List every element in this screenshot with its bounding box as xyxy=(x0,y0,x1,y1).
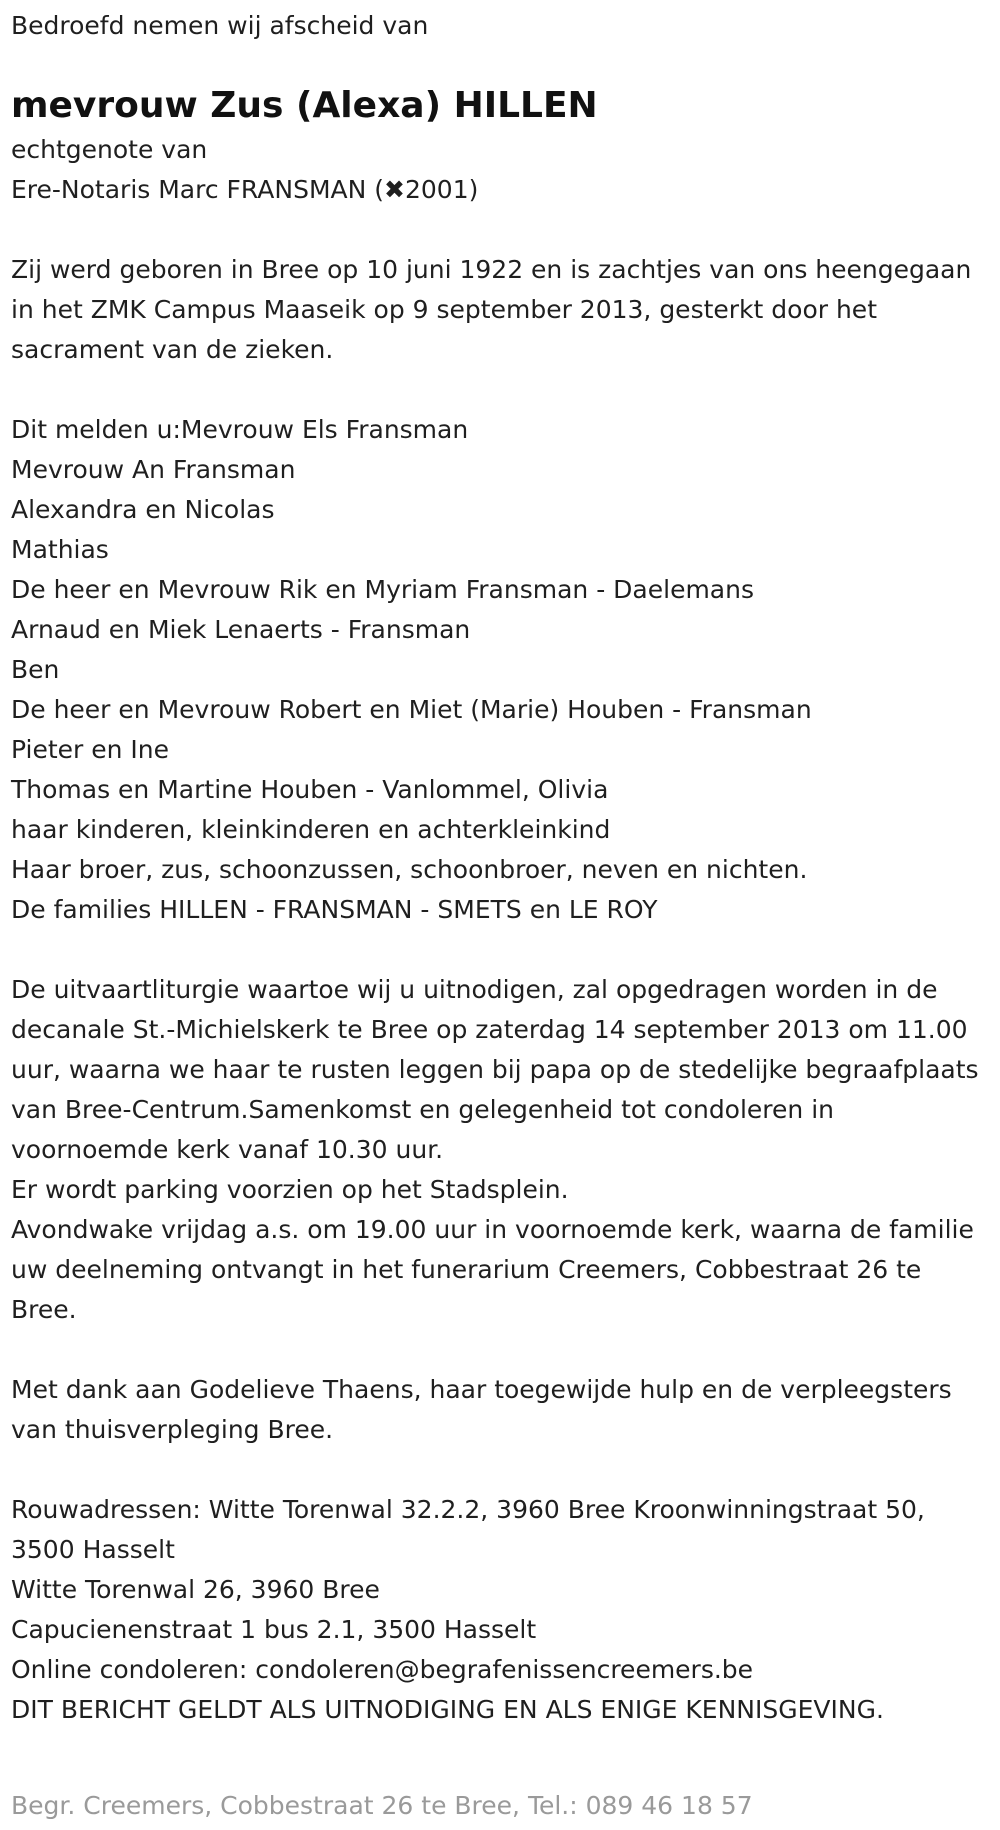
birth-paragraph: Zij werd geboren in Bree op 10 juni 1922 en is zachtjes van ons heengegaan in het ZMK Campus Maaseik op 9 september 2013, gesterkt door het sacrament van de zieken. xyxy=(11,255,972,364)
rouwadressen: Rouwadressen: Witte Torenwal 32.2.2, 3960 Bree Kroonwinningstraat 50, 3500 Hasselt xyxy=(11,1495,925,1564)
family-line: Mathias xyxy=(11,535,109,564)
relation-text: echtgenote van xyxy=(11,135,208,164)
thanks-block xyxy=(11,1370,991,1450)
notice-text: DIT BERICHT GELDT ALS UITNODIGING EN ALS ENIGE KENNISGEVING. xyxy=(11,1695,884,1724)
family-line: Mevrouw An Fransman xyxy=(11,455,296,484)
family-line: haar kinderen, kleinkinderen en achterkleinkind xyxy=(11,815,611,844)
family-line: Haar broer, zus, schoonzussen, schoonbroer, neven en nichten. xyxy=(11,855,808,884)
family-list xyxy=(11,410,991,930)
family-line: Dit melden u:Mevrouw Els Fransman xyxy=(11,415,469,444)
family-line: Arnaud en Miek Lenaerts - Fransman xyxy=(11,615,471,644)
addresses-block xyxy=(11,1490,991,1730)
family-line: De families HILLEN - FRANSMAN - SMETS en LE ROY xyxy=(11,895,658,924)
death-notice xyxy=(11,0,991,1730)
family-line: De heer en Mevrouw Robert en Miet (Marie) Houben - Fransman xyxy=(11,695,812,724)
intro-text: Bedroefd nemen wij afscheid van xyxy=(11,11,429,40)
family-line: Ben xyxy=(11,655,60,684)
liturgy-paragraph: De uitvaartliturgie waartoe wij u uitnodigen, zal opgedragen worden in de decanale St.-Michielskerk te Bree op zaterdag 14 september 2013 om 11.00 uur, waarna we haar te rusten leggen bij papa op de stedelijke begraafplaats van Bree-Centrum.Samenkomst en gelegenheid tot condoleren in voornoemde kerk vanaf 10.30 uur. xyxy=(11,975,979,1164)
family-line: De heer en Mevrouw Rik en Myriam Fransman - Daelemans xyxy=(11,575,754,604)
family-line: Alexandra en Nicolas xyxy=(11,495,275,524)
family-line: Thomas en Martine Houben - Vanlommel, Olivia xyxy=(11,775,609,804)
birth-paragraph-block xyxy=(11,250,991,370)
parking-paragraph: Er wordt parking voorzien op het Stadsplein. xyxy=(11,1175,569,1204)
ceremony-block xyxy=(11,970,991,1330)
deceased-name: mevrouw Zus (Alexa) HILLEN xyxy=(11,85,598,126)
family-line: Pieter en Ine xyxy=(11,735,170,764)
funeral-home-footer: Begr. Creemers, Cobbestraat 26 te Bree, Tel.: 089 46 18 57 xyxy=(11,1791,753,1820)
thanks-paragraph: Met dank aan Godelieve Thaens, haar toegewijde hulp en de verpleegsters van thuisverpleging Bree. xyxy=(11,1375,952,1444)
online-condolence: Online condoleren: condoleren@begrafenissencreemers.be xyxy=(11,1655,754,1684)
spouse-text: Ere-Notaris Marc FRANSMAN (✖2001) xyxy=(11,175,479,204)
wake-paragraph: Avondwake vrijdag a.s. om 19.00 uur in voornoemde kerk, waarna de familie uw deelneming ontvangt in het funerarium Creemers, Cobbestraat 26 te Bree. xyxy=(11,1215,974,1324)
address-line: Witte Torenwal 26, 3960 Bree xyxy=(11,1575,380,1604)
address-line: Capucienenstraat 1 bus 2.1, 3500 Hasselt xyxy=(11,1615,537,1644)
